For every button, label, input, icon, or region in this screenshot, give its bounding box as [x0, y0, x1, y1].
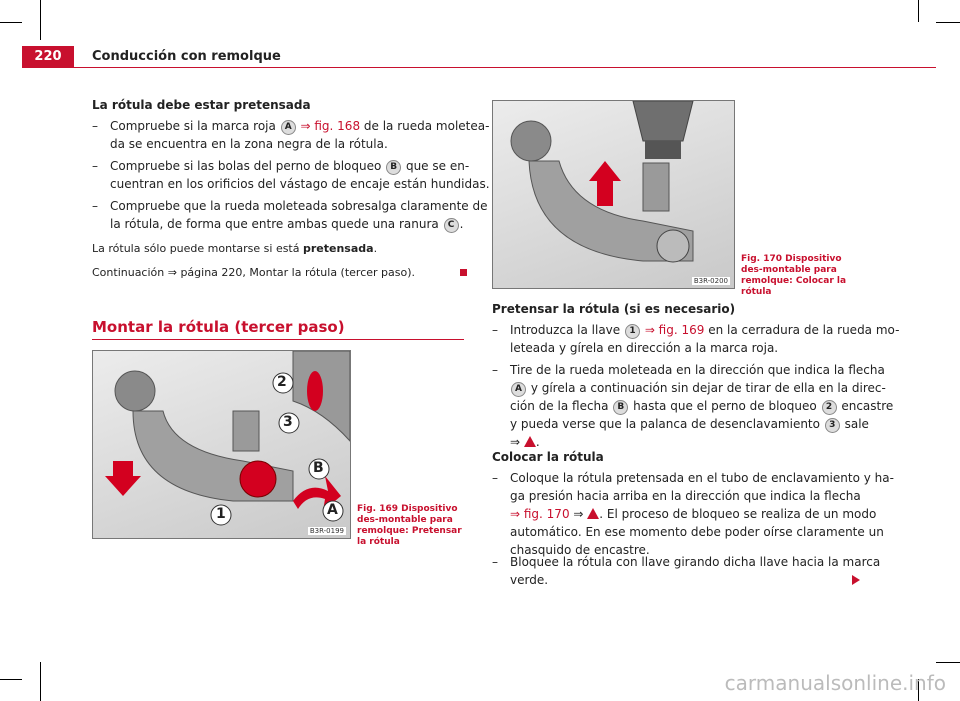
- page-number: 220: [34, 49, 62, 64]
- note-text: La rótula sólo puede montarse si está pretensada.: [92, 242, 378, 255]
- list-item: – Compruebe que la rueda moleteada sobresalga claramente de la rótula, de forma que entre ambas quede una ranura C .: [92, 199, 488, 231]
- figure-caption: Fig. 170 Dispositivo des-montable para remolque: Colocar la rótula: [741, 254, 847, 297]
- continuation-link[interactable]: Continuación ⇒ página 220, Montar la rótula (tercer paso).: [92, 266, 416, 279]
- list-item: – Compruebe si la marca roja A ⇒ fig. 168 de la rueda moletea- da se encuentra en la zona negra de la rótula.: [92, 119, 490, 151]
- figure-label: 2: [277, 374, 287, 390]
- figure-link[interactable]: ⇒ fig. 169: [644, 323, 705, 337]
- watermark: carmanualsonline.info: [724, 671, 946, 695]
- crop-mark: [0, 679, 22, 680]
- chapter-title: Conducción con remolque: [92, 49, 281, 64]
- figure-caption: Fig. 169 Dispositivo des-montable para remolque: Pretensar la rótula: [357, 504, 462, 547]
- crop-mark: [936, 662, 960, 663]
- label-badge: A: [511, 382, 526, 397]
- list-item: – Tire de la rueda moleteada en la dirección que indica la flecha A y gírela a continuación sin dejar de tirar de ella en la direc- ción de la flecha B hasta que el perno de bloqueo 2 encastre y pueda verse que la palanca de desenclavamiento 3 sale ⇒ .: [492, 363, 894, 449]
- figure-link[interactable]: ⇒ fig. 170: [510, 507, 570, 521]
- end-marker: [460, 269, 467, 276]
- figure-code: B3R-0200: [693, 277, 728, 285]
- crop-mark: [918, 0, 919, 22]
- warning-icon[interactable]: [587, 508, 599, 519]
- right-heading: Colocar la rótula: [492, 450, 604, 464]
- list-item: – Coloque la rótula pretensada en el tubo de enclavamiento y ha- ga presión hacia arriba en la dirección que indica la flecha ⇒ fig. 170 ⇒ . El proceso de bloqueo se realiza de un modo automático. En ese momento debe poder oírse claramente un chasquido de encastre.: [492, 471, 894, 557]
- header-rule: [74, 67, 936, 68]
- figure-code: B3R-0199: [309, 527, 344, 535]
- next-page-arrow-icon[interactable]: [852, 575, 860, 585]
- section-rule: [92, 339, 464, 340]
- figure-label: B: [313, 460, 324, 476]
- figure-link[interactable]: ⇒ fig. 168: [300, 119, 361, 133]
- list-item: – Compruebe si las bolas del perno de bloqueo B que se en- cuentran en los orificios del vástago de encaje están hundidas.: [92, 159, 490, 191]
- tow-hitch-illustration: [493, 101, 734, 288]
- label-badge: 3: [825, 418, 840, 433]
- right-heading: Pretensar la rótula (si es necesario): [492, 302, 736, 316]
- label-badge: B: [386, 160, 401, 175]
- label-badge: 1: [625, 324, 640, 339]
- warning-icon[interactable]: [524, 436, 536, 447]
- figure-label: A: [327, 502, 338, 518]
- figure-170: [492, 100, 735, 289]
- list-item: – Bloquee la rótula con llave girando dicha llave hacia la marca verde.: [492, 555, 881, 587]
- list-item: – Introduzca la llave 1 ⇒ fig. 169 en la cerradura de la rueda mo- leteada y gírela en dirección a la marca roja.: [492, 323, 900, 355]
- crop-mark: [0, 22, 22, 23]
- figure-169: [92, 350, 351, 539]
- crop-mark: [936, 22, 960, 23]
- figure-label: 1: [216, 506, 226, 522]
- label-badge: 2: [822, 400, 837, 415]
- crop-mark: [40, 0, 41, 40]
- label-badge: A: [281, 120, 296, 135]
- left-heading: La rótula debe estar pretensada: [92, 98, 311, 112]
- crop-mark: [40, 662, 41, 701]
- label-badge: C: [444, 218, 459, 233]
- figure-label: 3: [283, 414, 293, 430]
- label-badge: B: [613, 400, 628, 415]
- section-title: Montar la rótula (tercer paso): [92, 318, 345, 336]
